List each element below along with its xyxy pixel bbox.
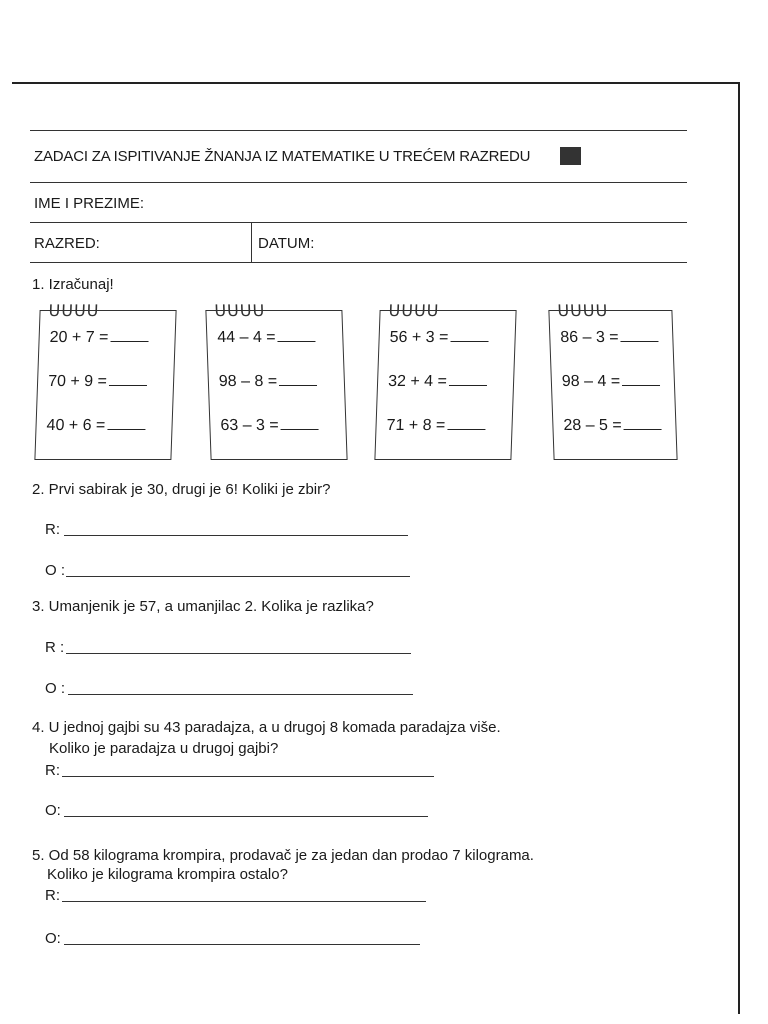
equation <box>217 329 316 347</box>
answer-blank[interactable] <box>107 417 145 430</box>
equation-text: 98 – 8 = <box>218 373 278 390</box>
equation <box>46 417 145 435</box>
name-label: IME I PREZIME: <box>34 195 145 212</box>
header-rule-top <box>30 130 687 131</box>
header-rule-2 <box>30 182 687 183</box>
task2-r-label: R: <box>45 521 60 538</box>
equation-text: 56 + 3 = <box>389 329 449 346</box>
equation-text: 40 + 6 = <box>46 417 106 434</box>
task5-o-answer-line[interactable] <box>64 944 420 945</box>
task2-o-label: O : <box>45 562 66 579</box>
task4-o-label: O: <box>45 802 61 819</box>
spiral-binding-icon: ᑌᑌᑌᑌ <box>48 303 100 320</box>
equation-text: 86 – 3 = <box>560 329 619 346</box>
spiral-binding-icon: ᑌᑌᑌᑌ <box>557 303 609 320</box>
equation <box>560 329 659 347</box>
task2-prompt: 2. Prvi sabirak je 30, drugi je 6! Koliki je zbir? <box>32 481 331 498</box>
equation <box>563 417 662 435</box>
equation <box>48 373 147 391</box>
answer-blank[interactable] <box>447 417 485 430</box>
task5-r-answer-line[interactable] <box>62 901 426 902</box>
equation-text: 63 – 3 = <box>220 417 279 434</box>
answer-blank[interactable] <box>280 417 318 430</box>
equation <box>388 373 487 391</box>
equation <box>386 417 485 435</box>
class-label: RAZRED: <box>34 235 100 252</box>
task4-prompt-line2: Koliko je paradajza u drugoj gajbi? <box>49 740 279 757</box>
answer-blank[interactable] <box>277 329 315 342</box>
note-card-3 <box>374 303 516 460</box>
spiral-binding-icon: ᑌᑌᑌᑌ <box>214 303 266 320</box>
task5-o-label: O: <box>45 930 61 947</box>
answer-blank[interactable] <box>622 373 660 386</box>
equation-text: 71 + 8 = <box>386 417 446 434</box>
page-top-border <box>12 82 740 84</box>
task2-r-answer-line[interactable] <box>64 535 408 536</box>
header-rule-bottom <box>30 262 687 263</box>
task3-o-label: O : <box>45 680 66 697</box>
equation-text: 20 + 7 = <box>49 329 109 346</box>
note-card-2 <box>205 303 347 460</box>
answer-blank[interactable] <box>110 329 148 342</box>
equation-text: 28 – 5 = <box>563 417 622 434</box>
note-card-4 <box>548 303 677 460</box>
task4-o-answer-line[interactable] <box>64 816 428 817</box>
answer-blank[interactable] <box>109 373 147 386</box>
worksheet-title: ZADACI ZA ISPITIVANJE ŽNANJA IZ MATEMATIKE U TREĆEM RAZREDU <box>34 148 531 165</box>
equation <box>389 329 488 347</box>
equation-text: 32 + 4 = <box>387 373 448 390</box>
task4-r-label: R: <box>45 762 60 779</box>
task3-o-answer-line[interactable] <box>68 694 413 695</box>
task3-r-answer-line[interactable] <box>66 653 411 654</box>
equation <box>49 329 148 347</box>
task1-prompt: 1. Izračunaj! <box>32 276 114 293</box>
answer-blank[interactable] <box>279 373 317 386</box>
task4-r-answer-line[interactable] <box>62 776 434 777</box>
header-rule-3 <box>30 222 687 223</box>
equation-text: 70 + 9 = <box>47 373 108 390</box>
title-marker-square <box>560 147 581 165</box>
equation-text: 44 – 4 = <box>217 329 276 346</box>
equation-text: 98 – 4 = <box>561 373 621 390</box>
equation <box>562 373 661 391</box>
equation <box>220 417 319 435</box>
task3-prompt: 3. Umanjenik je 57, a umanjilac 2. Kolika je razlika? <box>32 598 374 615</box>
page-right-border <box>738 84 740 1014</box>
date-label: DATUM: <box>258 235 315 252</box>
answer-blank[interactable] <box>623 417 661 430</box>
task2-o-answer-line[interactable] <box>66 576 410 577</box>
task5-prompt-line1: 5. Od 58 kilograma krompira, prodavač je za jedan dan prodao 7 kilograma. <box>32 847 534 864</box>
header-divider <box>251 222 252 262</box>
task5-prompt-line2: Koliko je kilograma krompira ostalo? <box>47 866 288 883</box>
spiral-binding-icon: ᑌᑌᑌᑌ <box>388 303 440 320</box>
task3-r-label: R : <box>45 639 65 656</box>
task5-r-label: R: <box>45 887 60 904</box>
equation <box>219 373 318 391</box>
answer-blank[interactable] <box>450 329 488 342</box>
answer-blank[interactable] <box>449 373 487 386</box>
note-card-1 <box>34 303 176 460</box>
task4-prompt-line1: 4. U jednoj gajbi su 43 paradajza, a u drugoj 8 komada paradajza više. <box>32 719 501 736</box>
answer-blank[interactable] <box>620 329 658 342</box>
